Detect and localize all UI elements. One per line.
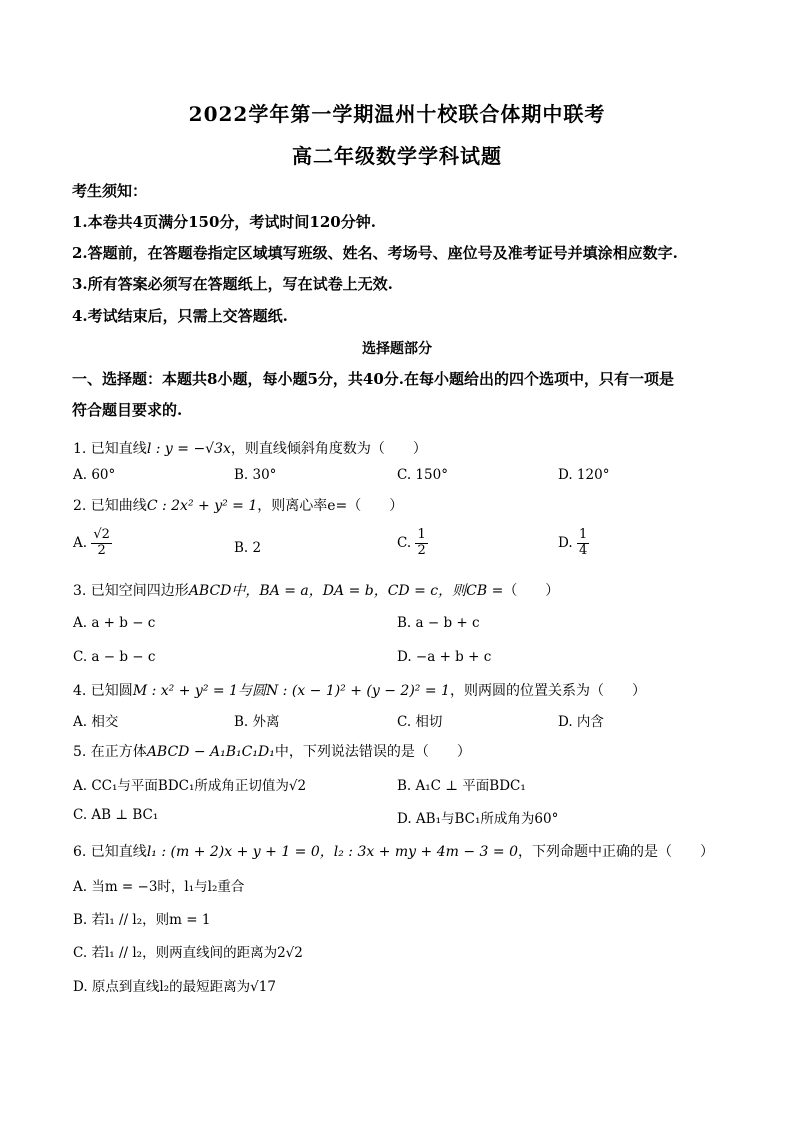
question-2-option-d [558, 528, 589, 559]
option-label: C. [397, 534, 412, 551]
notice-item-2: 2.答题前，在答题卷指定区域填写班级、姓名、考场号、座位号及准考证号并填涂相应数字. [72, 244, 678, 262]
question-1-option-b: B. 30° [234, 467, 277, 483]
question-1-suffix: ，则直线倾斜角度数为（ ） [230, 441, 427, 457]
question-4-option-c: C. 相切 [397, 714, 443, 730]
denominator: 2 [97, 542, 106, 558]
question-2-option-a [73, 528, 112, 559]
question-5-math: ABCD − A₁B₁C₁D₁ [146, 744, 275, 760]
question-1 [73, 438, 427, 458]
question-5-option-d: D. AB₁与BC₁所成角为60° [397, 811, 559, 827]
question-1-math: l : y = −√3x [146, 441, 231, 457]
question-6-option-d: D. 原点到直线l₂的最短距离为√17 [73, 979, 276, 995]
question-6-option-b: B. 若l₁ // l₂，则m = 1 [73, 912, 211, 928]
question-4-suffix: ，则两圆的位置关系为（ ） [449, 683, 646, 699]
question-3-option-a: A. a + b − c [73, 615, 156, 631]
question-4 [73, 680, 646, 700]
question-2-option-b: B. 2 [234, 540, 262, 556]
question-2-prefix: 2. 已知曲线 [73, 498, 147, 514]
question-5-option-c: C. AB ⊥ BC₁ [73, 807, 159, 823]
notice-heading: 考生须知： [72, 182, 148, 200]
numerator: √2 [93, 527, 110, 542]
question-5-option-b: B. A₁C ⊥ 平面BDC₁ [397, 778, 526, 794]
section-title: 选择题部分 [362, 341, 432, 357]
notice-item-4: 4.考试结束后，只需上交答题纸. [72, 307, 288, 325]
question-2-option-c [397, 528, 428, 559]
question-3-math: ABCD中，BA = a，DA = b，CD = c，则CB = [188, 583, 504, 599]
question-3-option-c: C. a − b − c [73, 649, 156, 665]
question-5 [73, 741, 471, 761]
question-4-option-a: A. 相交 [73, 714, 119, 730]
question-3 [73, 580, 559, 600]
question-4-math: M : x² + y² = 1与圆N : (x − 1)² + (y − 2)² = 1 [132, 683, 450, 699]
question-6 [73, 841, 714, 861]
denominator: 4 [578, 542, 588, 558]
question-3-option-b: B. a − b + c [397, 615, 480, 631]
denominator: 2 [417, 542, 426, 558]
question-2 [73, 495, 403, 515]
notice-item-3: 3.所有答案必须写在答题纸上，写在试卷上无效. [72, 275, 393, 293]
fraction [577, 528, 589, 559]
question-4-option-d: D. 内含 [558, 714, 604, 730]
question-2-math: C : 2x² + y² = 1 [146, 498, 258, 514]
notice-item-1: 1.本卷共4页满分150分，考试时间120分钟. [72, 213, 376, 231]
question-1-option-d: D. 120° [558, 467, 610, 483]
section-instruction-2: 符合题目要求的. [72, 401, 183, 419]
question-6-prefix: 6. 已知直线 [73, 844, 147, 860]
fraction [91, 528, 112, 559]
question-6-suffix: ，下列命题中正确的是（ ） [517, 844, 714, 860]
question-5-suffix: 中，下列说法错误的是（ ） [274, 744, 471, 760]
option-label: D. [558, 534, 573, 551]
question-1-prefix: 1. 已知直线 [73, 441, 147, 457]
question-4-option-b: B. 外离 [234, 714, 280, 730]
question-6-option-c: C. 若l₁ // l₂，则两直线间的距离为2√2 [73, 945, 303, 961]
question-5-prefix: 5. 在正方体 [73, 744, 147, 760]
section-instruction-1: 一、选择题：本题共8小题，每小题5分，共40分.在每小题给出的四个选项中，只有一项是 [72, 370, 674, 388]
question-6-option-a: A. 当m = −3时，l₁与l₂重合 [73, 879, 245, 895]
exam-subtitle: 高二年级数学学科试题 [292, 144, 502, 168]
question-3-suffix: （ ） [503, 583, 560, 599]
option-label: A. [73, 534, 88, 551]
question-3-prefix: 3. 已知空间四边形 [73, 583, 189, 599]
question-5-option-a: A. CC₁与平面BDC₁所成角正切值为√2 [73, 778, 307, 794]
numerator: 1 [417, 527, 426, 542]
numerator: 1 [578, 527, 588, 542]
question-2-suffix: ，则离心率e=（ ） [257, 498, 404, 514]
question-3-option-d: D. −a + b + c [397, 649, 492, 665]
fraction [415, 528, 427, 559]
question-6-math: l₁ : (m + 2)x + y + 1 = 0，l₂ : 3x + my + 4m − 3 = 0 [146, 844, 518, 860]
question-4-prefix: 4. 已知圆 [73, 683, 133, 699]
exam-title: 2022学年第一学期温州十校联合体期中联考 [188, 102, 606, 126]
question-1-option-c: C. 150° [397, 467, 448, 483]
question-1-option-a: A. 60° [73, 467, 116, 483]
